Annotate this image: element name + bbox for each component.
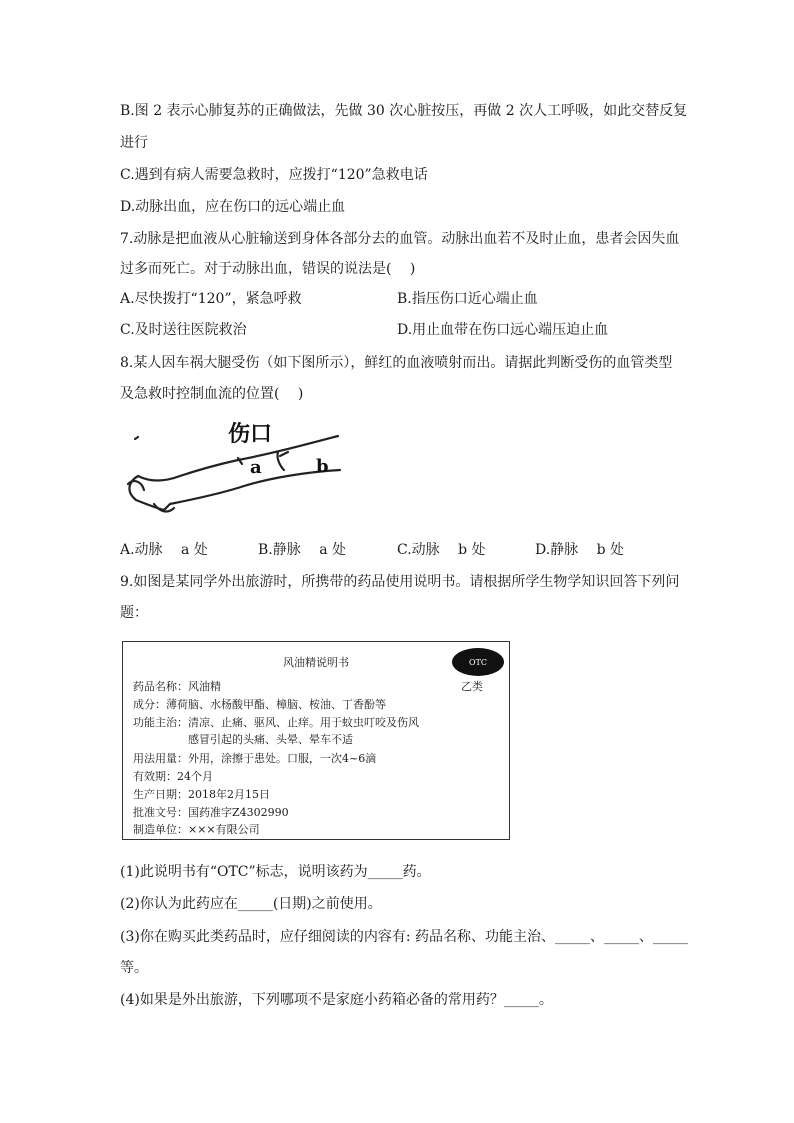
leaflet-row: 生产日期：2018年2月15日 [133,788,270,801]
leaflet-row: 功能主治：清凉、止痛、驱风、止痒。用于蚊虫叮咬及伤风 [133,716,419,729]
q9-sub4: (4)如果是外出旅游，下列哪项不是家庭小药箱必备的常用药？_____。 [120,992,553,1008]
q8-option-a: A.动脉 a 处 [120,542,208,558]
q6-option-b-line2: 进行 [120,135,148,151]
wound-label: 伤口 [228,421,273,447]
leaflet-title: 风油精说明书 [283,656,349,669]
q9-stem-line2: 题： [120,605,148,621]
q8-stem-line2: 及急救时控制血流的位置( ) [120,386,304,402]
leaflet-row: 批准文号：国药准字Z4302990 [133,806,289,819]
q8-option-d: D.静脉 b 处 [535,542,625,558]
q9-sub3-line1: (3)你在购买此类药品时，应仔细阅读的内容有: 药品名称、功能主治、_____、_____、_____ [120,929,688,945]
q9-sub2: (2)你认为此药应在_____(日期)之前使用。 [120,896,382,912]
q7-stem-line1: 7.动脉是把血液从心脏输送到身体各部分去的血管。动脉出血若不及时止血，患者会因失血 [120,231,680,247]
medicine-leaflet [122,641,510,840]
q7-option-c: C.及时送往医院救治 [120,322,247,338]
leaflet-row: 有效期：24个月 [133,770,213,783]
leg-wound-figure [120,412,356,530]
otc-badge-text: OTC [468,657,487,667]
leaflet-row: 用法用量：外用，涂擦于患处。口服，一次4~6滴 [133,752,377,765]
q6-option-c: C.遇到有病人需要急救时，应拨打“120”急救电话 [120,167,428,183]
point-b-label: b [316,456,329,477]
q7-option-d: D.用止血带在伤口远心端压迫止血 [397,322,609,338]
q9-sub1: (1)此说明书有“OTC”标志，说明该药为_____药。 [120,864,431,880]
leaflet-row: 成分：薄荷脑、水杨酸甲酯、樟脑、桉油、丁香酚等 [133,698,386,711]
otc-badge [452,648,504,676]
q7-option-a: A.尽快拨打“120”，紧急呼救 [120,291,302,307]
point-a-label: a [250,457,262,478]
otc-category: 乙类 [461,680,483,693]
q6-option-d: D.动脉出血，应在伤口的远心端止血 [120,199,346,215]
leaflet-row: 药品名称：风油精 [133,680,221,693]
q8-option-b: B.静脉 a 处 [258,542,346,558]
q7-stem-line2: 过多而死亡。对于动脉出血，错误的说法是( ) [120,261,416,277]
leaflet-row: 制造单位：×××有限公司 [133,823,260,836]
q8-stem-line1: 8.某人因车祸大腿受伤（如下图所示），鲜红的血液喷射而出。请据此判断受伤的血管类型 [120,355,673,371]
q9-sub3-line2: 等。 [120,960,148,976]
q8-option-c: C.动脉 b 处 [397,542,486,558]
q7-option-b: B.指压伤口近心端止血 [397,291,538,307]
q9-stem-line1: 9.如图是某同学外出旅游时，所携带的药品使用说明书。请根据所学生物学知识回答下列问 [120,574,680,590]
leaflet-row: 感冒引起的头痛、头晕、晕车不适 [133,733,353,746]
q6-option-b-line1: B.图 2 表示心肺复苏的正确做法，先做 30 次心脏按压，再做 2 次人工呼吸，如此交替反复 [120,103,688,119]
